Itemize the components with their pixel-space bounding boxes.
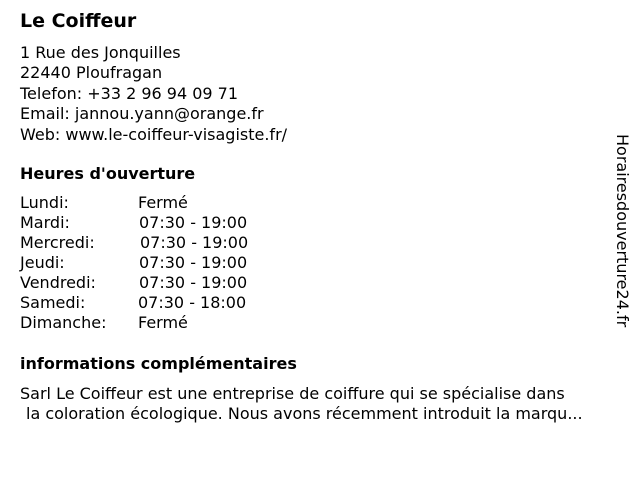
contact-block xyxy=(20,43,287,145)
time-value: 07:30 - 18:00 xyxy=(138,293,247,312)
hours-row-thursday xyxy=(20,253,340,273)
day-label: Lundi: xyxy=(20,193,69,212)
day-label: Jeudi: xyxy=(20,253,65,272)
time-value: 07:30 - 19:00 xyxy=(139,273,248,292)
time-value: 07:30 - 19:00 xyxy=(139,253,248,272)
hours-row-monday xyxy=(20,193,340,213)
email-line[interactable]: Email: jannou.yann@orange.fr xyxy=(20,104,264,124)
site-watermark xyxy=(613,134,633,344)
hours-row-sunday xyxy=(20,313,340,333)
phone-line[interactable]: Telefon: +33 2 96 94 09 71 xyxy=(20,83,239,103)
additional-info-heading: informations complémentaires xyxy=(20,354,297,373)
day-label: Mercredi: xyxy=(20,233,95,252)
hours-row-wednesday xyxy=(20,233,340,253)
opening-hours-table xyxy=(20,193,340,333)
time-value: 07:30 - 19:00 xyxy=(140,233,249,252)
time-value: Fermé xyxy=(138,193,188,212)
description-line-1: Sarl Le Coiffeur est une entreprise de coiffure qui se spécialise dans xyxy=(20,384,565,403)
time-value: 07:30 - 19:00 xyxy=(139,213,248,232)
day-label: Samedi: xyxy=(20,293,86,312)
business-name: Le Coiffeur xyxy=(20,10,137,32)
site-watermark-text: Horairesdouverture24.fr xyxy=(613,134,632,328)
address-city: 22440 Ploufragan xyxy=(20,63,163,83)
day-label: Vendredi: xyxy=(20,273,96,292)
address-street: 1 Rue des Jonquilles xyxy=(20,43,181,62)
website-line[interactable]: Web: www.le-coiffeur-visagiste.fr/ xyxy=(20,124,288,144)
hours-row-saturday xyxy=(20,293,340,313)
hours-row-friday xyxy=(20,273,340,293)
description-text xyxy=(20,384,583,424)
day-label: Dimanche: xyxy=(20,313,107,332)
time-value: Fermé xyxy=(138,313,188,332)
description-line-2: la coloration écologique. Nous avons récemment introduit la marqu... xyxy=(26,404,583,423)
opening-hours-heading: Heures d'ouverture xyxy=(20,164,196,183)
day-label: Mardi: xyxy=(20,213,70,232)
hours-row-tuesday xyxy=(20,213,340,233)
